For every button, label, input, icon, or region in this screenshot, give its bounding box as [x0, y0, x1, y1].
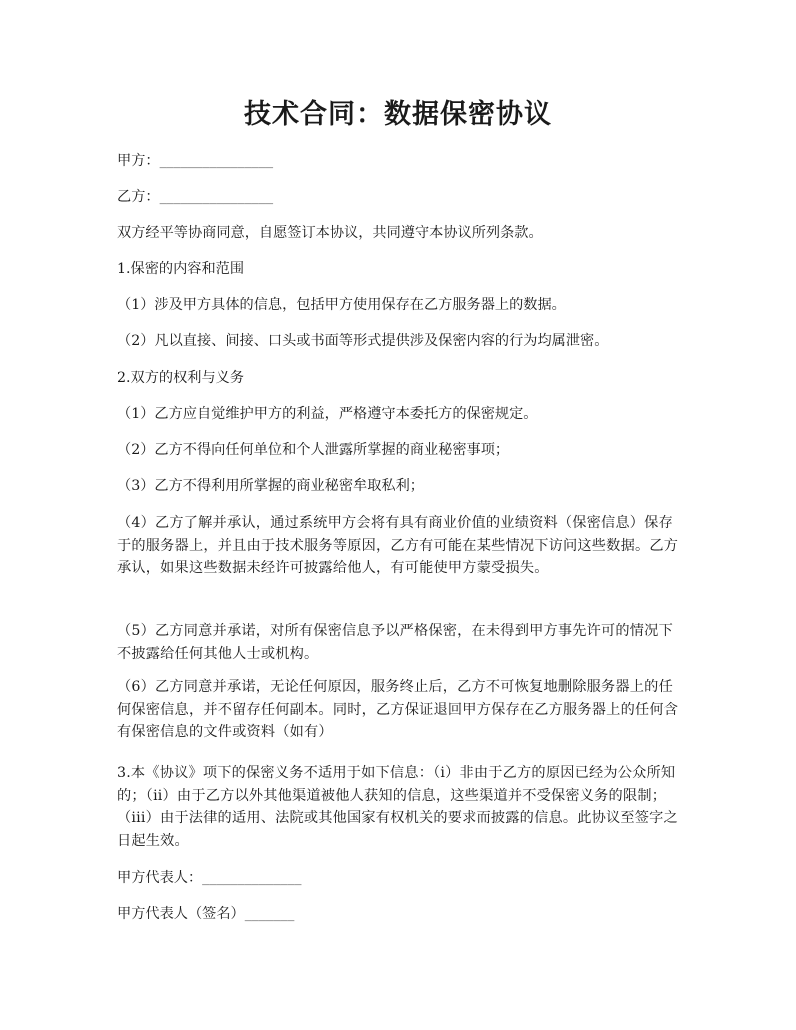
document-title: 技术合同：数据保密协议	[244, 99, 552, 130]
section2-item-4: （4）乙方了解并承认，通过系统甲方会将有具有商业价值的业绩资料（保密信息）保存于的服务器上，并且由于技术服务等原因，乙方有可能在某些情况下访问这些数据。乙方承认，如果这些数据未经许可披露给他人，有可能使甲方蒙受损失。	[117, 515, 679, 576]
party-a-line	[117, 150, 685, 172]
section1-heading: 1.保密的内容和范围	[117, 261, 245, 277]
section2-item-1: （1）乙方应自觉维护甲方的利益，严格遵守本委托方的保密规定。	[117, 406, 538, 422]
party-b-label: 乙方：	[117, 189, 160, 205]
section2-item-5: （5）乙方同意并承诺，对所有保密信息予以严格保密，在未得到甲方事先许可的情况下不披露给任何其他人士或机构。	[117, 623, 673, 662]
section2-item-2: （2）乙方不得向任何单位和个人泄露所掌握的商业秘密事项；	[117, 442, 510, 458]
section2-item-6: （6）乙方同意并承诺，无论任何原因，服务终止后，乙方不可恢复地删除服务器上的任何保密信息，并不留存任何副本。同时，乙方保证退回甲方保存在乙方服务器上的任何含有保密信息的文件或资料（如有）	[117, 679, 679, 740]
party-a-label: 甲方：	[117, 153, 160, 169]
rep-a-sign-label: 甲方代表人（签名）	[117, 906, 245, 922]
party-b-line	[117, 186, 685, 208]
rep-a-line	[117, 867, 685, 889]
section1-item-2: （2）凡以直接、间接、口头或书面等形式提供涉及保密内容的行为均属泄密。	[117, 333, 609, 349]
intro-text: 双方经平等协商同意，自愿签订本协议，共同遵守本协议所列条款。	[117, 225, 543, 241]
party-b-blank: ________________	[159, 189, 274, 205]
rep-a-blank: ______________	[202, 870, 302, 886]
rep-a-label: 甲方代表人：	[117, 870, 203, 886]
rep-a-sign-line	[117, 903, 685, 925]
party-a-blank: ________________	[159, 153, 274, 169]
section2-heading: 2.双方的权利与义务	[117, 370, 245, 386]
section2-item-3: （3）乙方不得利用所掌握的商业秘密牟取私利；	[117, 478, 424, 494]
rep-a-sign-blank: _______	[244, 906, 295, 922]
section1-item-1: （1）涉及甲方具体的信息，包括甲方使用保存在乙方服务器上的数据。	[117, 297, 566, 313]
section3-text: 3.本《协议》项下的保密义务不适用于如下信息：（i）非由于乙方的原因已经为公众所知的；（ii）由于乙方以外其他渠道被他人获知的信息，这些渠道并不受保密义务的限制；（iii）由于法律的适用、法院或其他国家有权机关的要求而披露的信息。此协议至签字之日起生效。	[117, 765, 678, 849]
